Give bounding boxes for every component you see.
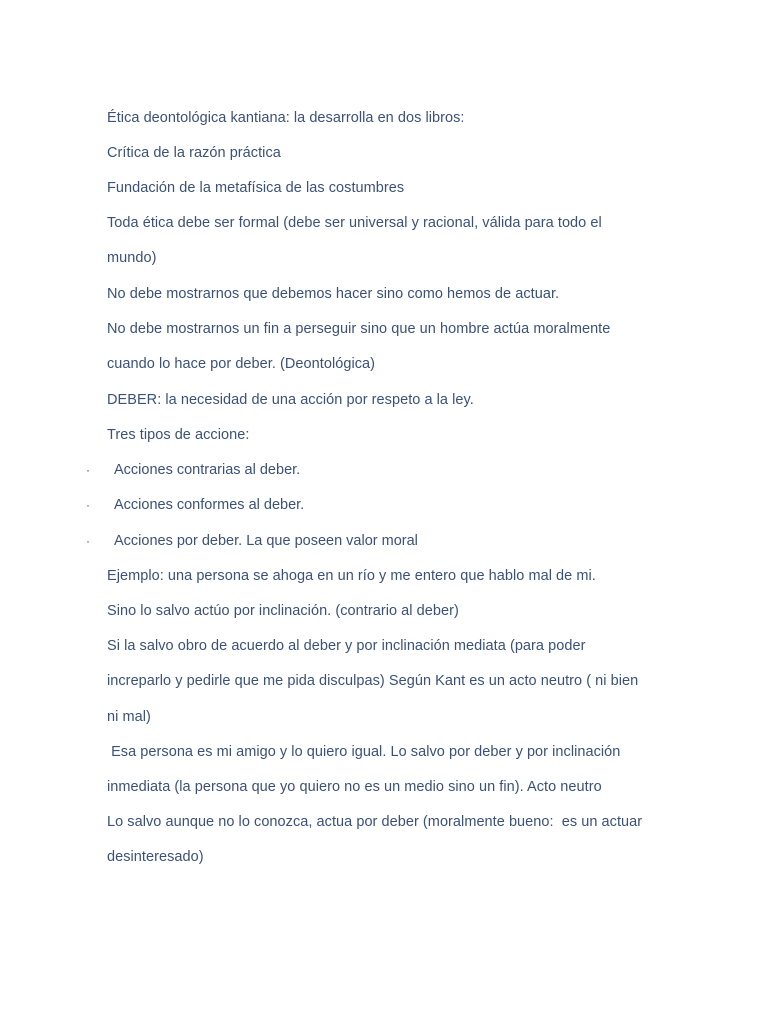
text-line: increparlo y pedirle que me pida disculpas) Según Kant es un acto neutro ( ni bien (107, 673, 639, 689)
bullet-icon: · (86, 463, 90, 477)
text-line: Ética deontológica kantiana: la desarrolla en dos libros: (107, 110, 465, 126)
list-item-text: Acciones por deber. La que poseen valor moral (114, 533, 418, 549)
text-line: Crítica de la razón práctica (107, 145, 281, 161)
text-line: Ejemplo: una persona se ahoga en un río y me entero que hablo mal de mi. (107, 568, 596, 584)
text-line: Tres tipos de accione: (107, 427, 250, 443)
text-line: Toda ética debe ser formal (debe ser universal y racional, válida para todo el (107, 215, 602, 231)
bullet-icon: · (86, 498, 90, 512)
text-line: Si la salvo obro de acuerdo al deber y por inclinación mediata (para poder (107, 638, 586, 654)
text-line: Sino lo salvo actúo por inclinación. (contrario al deber) (107, 603, 459, 619)
text-line: No debe mostrarnos un fin a perseguir sino que un hombre actúa moralmente (107, 321, 611, 337)
list-item-text: Acciones conformes al deber. (114, 497, 305, 513)
text-line: DEBER: la necesidad de una acción por respeto a la ley. (107, 392, 474, 408)
text-line: ni mal) (107, 709, 151, 725)
text-line: Esa persona es mi amigo y lo quiero igual. Lo salvo por deber y por inclinación (107, 744, 621, 760)
text-line: No debe mostrarnos que debemos hacer sino como hemos de actuar. (107, 286, 560, 302)
text-line: Fundación de la metafísica de las costumbres (107, 180, 405, 196)
list-item-text: Acciones contrarias al deber. (114, 462, 301, 478)
text-line: cuando lo hace por deber. (Deontológica) (107, 356, 376, 372)
text-line: Lo salvo aunque no lo conozca, actua por deber (moralmente bueno: es un actuar (107, 814, 643, 830)
text-line: mundo) (107, 250, 157, 266)
bullet-icon: · (86, 534, 90, 548)
text-line: desinteresado) (107, 849, 204, 865)
text-line: inmediata (la persona que yo quiero no es un medio sino un fin). Acto neutro (107, 779, 602, 795)
